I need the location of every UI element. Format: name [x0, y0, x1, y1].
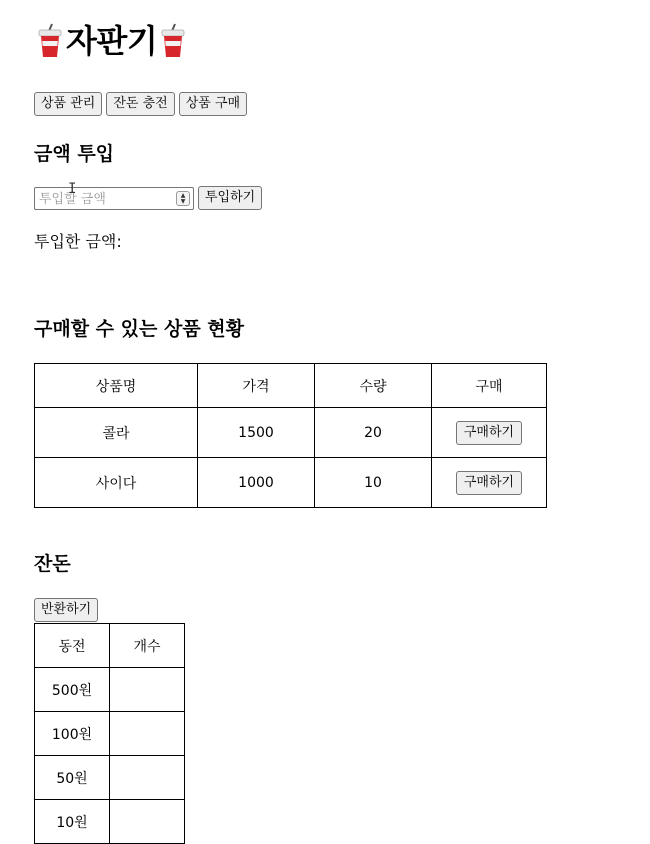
insert-heading: 금액 투입 — [34, 143, 115, 165]
product-table — [34, 363, 547, 508]
product-manage-button[interactable]: 상품 관리 — [34, 92, 102, 116]
buy-button[interactable]: 구매하기 — [456, 471, 522, 495]
soda-cup-icon — [157, 23, 189, 59]
product-price: 1000 — [198, 458, 315, 508]
product-purchase-button[interactable]: 상품 구매 — [179, 92, 247, 116]
product-name: 콜라 — [35, 408, 198, 458]
page-title — [34, 19, 189, 63]
coin-table — [34, 623, 185, 844]
column-header: 수량 — [315, 364, 432, 408]
amount-input[interactable] — [35, 189, 171, 210]
column-header: 구매 — [432, 364, 547, 408]
product-name: 사이다 — [35, 458, 198, 508]
table-header-row — [35, 364, 547, 408]
number-stepper-icon[interactable]: ▲ ▼ — [176, 191, 190, 206]
insert-button[interactable]: 투입하기 — [198, 186, 262, 210]
inserted-amount-label: 투입한 금액: — [34, 232, 122, 251]
coin-value: 500원 — [35, 668, 110, 712]
product-price: 1500 — [198, 408, 315, 458]
column-header: 동전 — [35, 624, 110, 668]
coin-value: 100원 — [35, 712, 110, 756]
change-heading: 잔돈 — [34, 553, 71, 575]
product-quantity: 10 — [315, 458, 432, 508]
table-row — [35, 458, 547, 508]
column-header: 개수 — [110, 624, 185, 668]
nav-bar — [34, 92, 247, 116]
inserted-amount-row — [34, 229, 122, 252]
title-text: 자판기 — [66, 22, 158, 60]
column-header: 상품명 — [35, 364, 198, 408]
buy-cell — [432, 408, 547, 458]
coin-count — [110, 800, 185, 844]
table-row — [35, 408, 547, 458]
buy-cell — [432, 458, 547, 508]
table-header-row — [35, 624, 185, 668]
change-charge-button[interactable]: 잔돈 충전 — [106, 92, 174, 116]
coin-count — [110, 756, 185, 800]
return-change-button[interactable]: 반환하기 — [34, 598, 98, 622]
coin-count — [110, 668, 185, 712]
coin-count — [110, 712, 185, 756]
product-quantity: 20 — [315, 408, 432, 458]
soda-cup-icon — [34, 23, 66, 59]
text-cursor-icon: I — [68, 181, 77, 197]
coin-value: 10원 — [35, 800, 110, 844]
buy-button[interactable]: 구매하기 — [456, 421, 522, 445]
coin-value: 50원 — [35, 756, 110, 800]
table-row — [35, 756, 185, 800]
column-header: 가격 — [198, 364, 315, 408]
table-row — [35, 800, 185, 844]
products-heading: 구매할 수 있는 상품 현황 — [34, 318, 244, 340]
amount-input-wrapper — [34, 187, 194, 210]
table-row — [35, 668, 185, 712]
table-row — [35, 712, 185, 756]
